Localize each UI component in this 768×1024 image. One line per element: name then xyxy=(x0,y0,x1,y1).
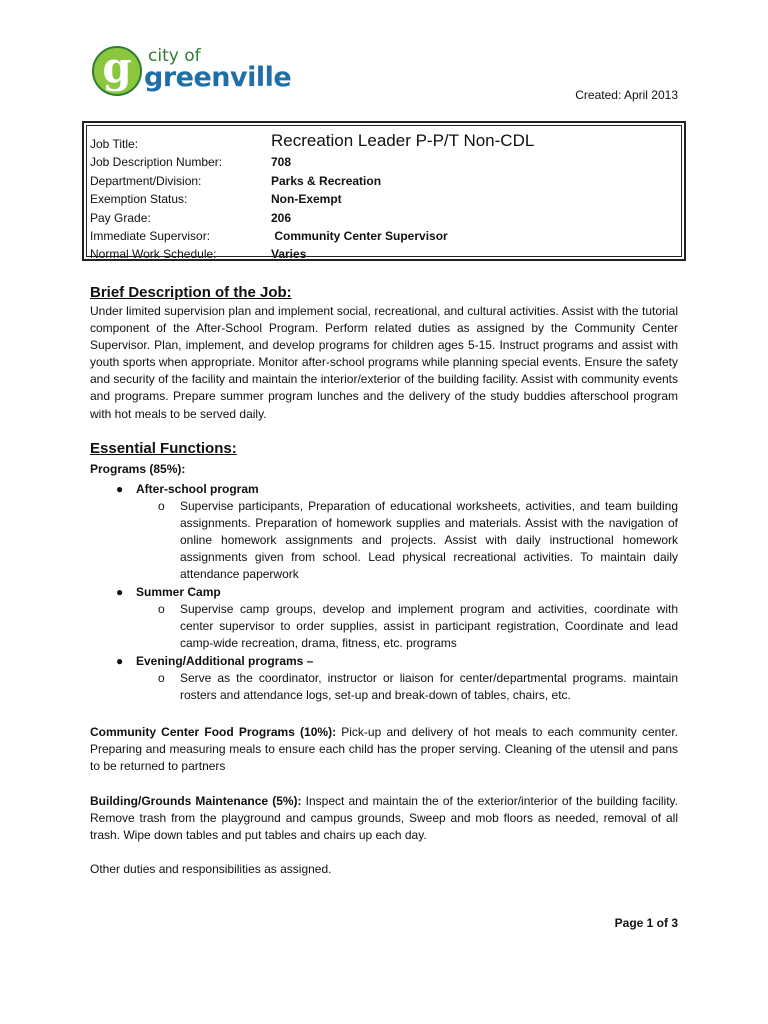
job-label: Job Description Number: xyxy=(90,155,223,170)
list-item xyxy=(116,585,221,599)
logo-city-of: city of xyxy=(148,46,201,66)
job-value: Community Center Supervisor xyxy=(271,228,448,243)
job-title-value: Recreation Leader P-P/T Non-CDL xyxy=(271,131,535,150)
program-title: Summer Camp xyxy=(136,585,221,599)
brief-text: Under limited supervision plan and implement social, recreational, and cultural activities. Assist with the tutorial component of the After-School Program. Perform related duties as assigned by the Community Center Supervisor. Plan, implement, and develop programs for children ages 5-15. Instruct programs and assist with youth sports when appropriate. Monitor after-school programs while planning special events. Ensure the safety and security of the facility and maintain the interior/exterior of the building facility. Assist with community events and programs. Prepare summer program lunches and the delivery of the study buddies afterschool program with hot meals to be served daily. xyxy=(90,304,678,421)
job-row xyxy=(90,151,678,169)
job-value: Non-Exempt xyxy=(271,192,342,207)
other-duties: Other duties and responsibilities as assigned. xyxy=(90,862,332,876)
job-value: Varies xyxy=(271,247,307,262)
program-title: After-school program xyxy=(136,482,259,496)
bullet-icon: ● xyxy=(116,654,124,668)
list-item xyxy=(116,654,313,668)
job-row xyxy=(90,206,678,224)
created-date: Created: April 2013 xyxy=(575,88,678,102)
city-logo xyxy=(92,43,292,102)
program-detail: Serve as the coordinator, instructor or liaison for center/departmental programs. maintain rosters and attendance logs, set-up and break-down of tables, chairs, etc. xyxy=(180,671,678,703)
job-info-table xyxy=(82,121,686,261)
job-label: Immediate Supervisor: xyxy=(90,228,211,243)
essential-heading: Essential Functions: xyxy=(90,440,237,457)
food-programs-desc: Pick-up and delivery of hot meals to each community center. Preparing and measuring meals to ensure each child has the proper serving. Cleaning of the utensil and pans to be returned to partners xyxy=(90,725,678,774)
job-label: Normal Work Schedule: xyxy=(90,247,217,262)
job-value: Parks & Recreation xyxy=(271,173,382,188)
list-item xyxy=(158,498,678,583)
programs-heading: Programs (85%): xyxy=(90,462,186,476)
job-label: Exemption Status: xyxy=(90,192,188,207)
building-maintenance-desc: Inspect and maintain the of the exterior/interior of the building facility. Remove trash from the playground and campus grounds, Sweep and mob floors as needed, removal of all trash. Wipe down tables and put tables and chairs up each day. xyxy=(90,794,678,843)
job-value: 708 xyxy=(271,155,292,170)
list-item xyxy=(116,482,259,496)
logo-letter: g xyxy=(102,43,132,92)
job-row xyxy=(90,225,678,243)
job-row xyxy=(90,169,678,187)
program-title: Evening/Additional programs – xyxy=(136,654,314,668)
bullet-icon: ● xyxy=(116,482,124,496)
building-maintenance-text xyxy=(90,793,678,844)
logo-name: greenville xyxy=(144,62,292,93)
list-item xyxy=(158,601,678,652)
job-label: Department/Division: xyxy=(90,173,202,188)
program-detail: Supervise participants, Preparation of educational worksheets, activities, and team building assignments. Preparation of homework supplies and materials. Assist with the navigation of online homework assignments and projects. Assist with daily instructional homework assignments given from school. Lead physical recreational activities. To maintain daily attendance paperwork xyxy=(180,499,678,582)
job-label: Job Title: xyxy=(90,137,139,151)
bullet-icon: ● xyxy=(116,585,124,599)
program-detail: Supervise camp groups, develop and implement program and activities, coordinate with center supervisor to order supplies, assist in participant registration, Coordinate and lead camp-wide recreation, drama, fitness, etc. programs xyxy=(180,602,678,651)
list-item xyxy=(158,670,678,704)
job-label: Pay Grade: xyxy=(90,210,151,225)
building-maintenance-label: Building/Grounds Maintenance (5%): xyxy=(90,794,302,808)
circle-bullet-icon: o xyxy=(158,671,165,685)
food-programs-text xyxy=(90,724,678,775)
food-programs-label: Community Center Food Programs (10%): xyxy=(90,725,337,739)
job-value: 206 xyxy=(271,210,292,225)
job-row xyxy=(90,188,678,206)
job-row xyxy=(90,127,678,151)
logo-emblem xyxy=(92,43,142,96)
job-row xyxy=(90,243,678,261)
circle-bullet-icon: o xyxy=(158,499,165,513)
circle-bullet-icon: o xyxy=(158,602,165,616)
page-number: Page 1 of 3 xyxy=(614,916,678,930)
brief-heading: Brief Description of the Job: xyxy=(90,284,292,301)
